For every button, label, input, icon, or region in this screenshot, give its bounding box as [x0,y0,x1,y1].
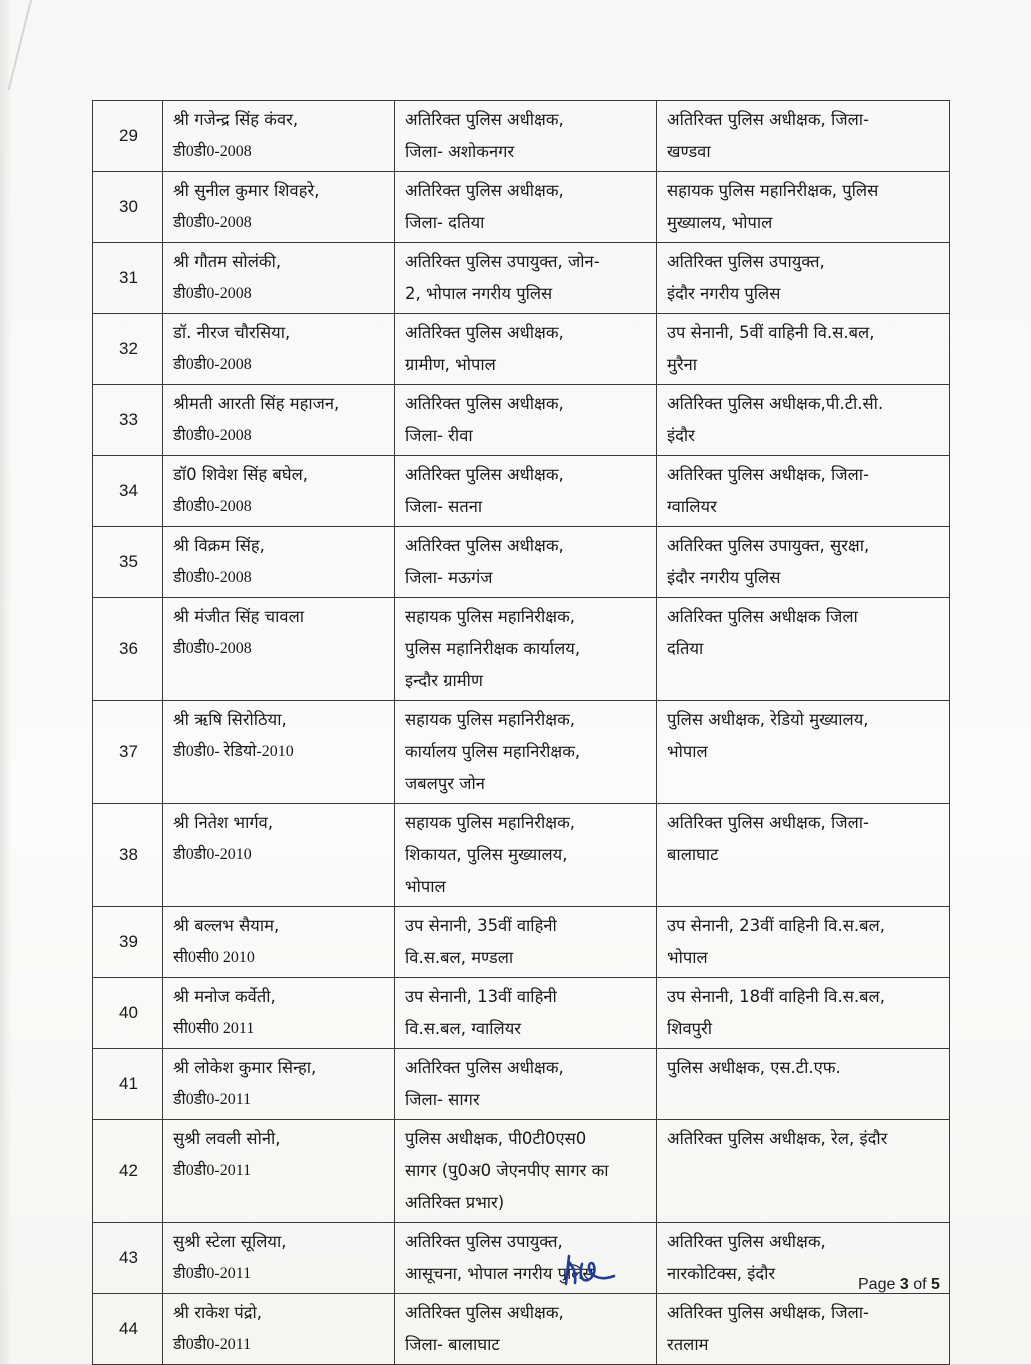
current-posting-cell [395,101,657,172]
officer-batch: डी0डी0-2010 [173,846,252,863]
current-posting-line: जबलपुर जोन [405,774,485,793]
table-row [93,243,950,314]
table-row [93,456,950,527]
new-posting-line: अतिरिक्त पुलिस उपायुक्त, [667,252,825,271]
new-posting-cell [657,314,950,385]
current-posting-cell [395,172,657,243]
new-posting-line: भोपाल [667,948,708,967]
serial-number-cell: 34 [93,456,163,527]
current-posting-line: अतिरिक्त पुलिस अधीक्षक, [405,323,564,342]
table-row [93,527,950,598]
page-number-footer [858,1276,940,1294]
current-posting-cell [395,978,657,1049]
serial-number-cell: 30 [93,172,163,243]
serial-number-cell: 36 [93,598,163,701]
new-posting-line: भोपाल [667,742,708,761]
officer-batch: डी0डी0-2008 [173,640,252,657]
new-posting-line: बालाघाट [667,845,719,864]
officer-name: श्री विक्रम सिंह, [173,536,265,555]
new-posting-cell [657,1120,950,1223]
new-posting-cell [657,1294,950,1365]
new-posting-line: अतिरिक्त पुलिस अधीक्षक, जिला- [667,1303,869,1322]
new-posting-line: नारकोटिक्स, इंदौर [667,1264,776,1283]
new-posting-line: मुरैना [667,355,698,374]
officer-cell [163,243,395,314]
officer-name: डॉ0 शिवेश सिंह बघेल, [173,465,309,484]
current-posting-line: अतिरिक्त पुलिस अधीक्षक, [405,181,564,200]
new-posting-line: अतिरिक्त पुलिस अधीक्षक, जिला- [667,110,869,129]
table-row [93,701,950,804]
officer-name: श्रीमती आरती सिंह महाजन, [173,394,340,413]
current-posting-cell [395,804,657,907]
current-posting-cell [395,1294,657,1365]
officer-name: सुश्री स्टेला सूलिया, [173,1232,287,1251]
officer-batch: डी0डी0-2008 [173,569,252,586]
officer-cell [163,456,395,527]
officer-name: श्री गजेन्द्र सिंह कंवर, [173,110,299,129]
new-posting-line: ग्वालियर [667,497,717,516]
current-posting-line: अतिरिक्त पुलिस अधीक्षक, [405,394,564,413]
new-posting-line: मुख्यालय, भोपाल [667,213,773,232]
table-row [93,978,950,1049]
current-posting-line: शिकायत, पुलिस मुख्यालय, [405,845,568,864]
new-posting-cell [657,1049,950,1120]
current-posting-line: ग्रामीण, भोपाल [405,355,496,374]
current-posting-cell [395,527,657,598]
current-posting-cell [395,701,657,804]
current-posting-line: अतिरिक्त पुलिस अधीक्षक, [405,465,564,484]
current-posting-cell [395,1120,657,1223]
new-posting-line: उप सेनानी, 5वीं वाहिनी वि.स.बल, [667,323,875,342]
officer-batch: डी0डी0-2008 [173,143,252,160]
new-posting-line: पुलिस अधीक्षक, रेडियो मुख्यालय, [667,710,869,729]
officer-name: श्री ऋषि सिरोठिया, [173,710,287,729]
current-posting-line: अतिरिक्त प्रभार) [405,1193,505,1212]
current-posting-line: इन्दौर ग्रामीण [405,671,483,690]
page-word: Page [858,1276,896,1293]
current-posting-line: अतिरिक्त पुलिस अधीक्षक, [405,110,564,129]
new-posting-line: खण्डवा [667,142,711,161]
current-posting-line: कार्यालय पुलिस महानिरीक्षक, [405,742,581,761]
new-posting-line: शिवपुरी [667,1019,713,1038]
table-row [93,172,950,243]
current-posting-line: जिला- अशोकनगर [405,142,515,161]
new-posting-cell [657,527,950,598]
serial-number-cell: 38 [93,804,163,907]
current-posting-line: अतिरिक्त पुलिस अधीक्षक, [405,1303,564,1322]
current-posting-line: अतिरिक्त पुलिस अधीक्षक, [405,536,564,555]
serial-number-cell: 35 [93,527,163,598]
current-posting-line: 2, भोपाल नगरीय पुलिस [405,284,553,303]
officer-batch: डी0डी0-2011 [173,1265,252,1282]
officer-cell [163,1049,395,1120]
officer-batch: सी0सी0 2011 [173,1020,255,1037]
officer-cell [163,385,395,456]
current-posting-line: पुलिस महानिरीक्षक कार्यालय, [405,639,581,658]
of-word: of [913,1276,927,1293]
table-row [93,314,950,385]
page-total: 5 [930,1276,940,1293]
signature-initials [560,1250,620,1290]
current-posting-line: अतिरिक्त पुलिस उपायुक्त, [405,1232,563,1251]
current-posting-line: जिला- सागर [405,1090,480,1109]
officer-cell [163,1223,395,1294]
current-posting-line: जिला- बालाघाट [405,1335,500,1354]
table-row [93,804,950,907]
officer-name: श्री लोकेश कुमार सिन्हा, [173,1058,317,1077]
new-posting-line: इंदौर नगरीय पुलिस [667,568,781,587]
current-posting-cell [395,456,657,527]
officer-batch: डी0डी0-2008 [173,356,252,373]
officer-cell [163,1120,395,1223]
new-posting-line: पुलिस अधीक्षक, एस.टी.एफ. [667,1058,841,1077]
current-posting-line: सहायक पुलिस महानिरीक्षक, [405,813,576,832]
new-posting-line: अतिरिक्त पुलिस अधीक्षक, रेल, इंदौर [667,1129,888,1148]
new-posting-cell [657,978,950,1049]
table-row [93,1223,950,1294]
table-body [93,101,950,1365]
officer-cell [163,101,395,172]
new-posting-line: उप सेनानी, 18वीं वाहिनी वि.स.बल, [667,987,885,1006]
new-posting-line: अतिरिक्त पुलिस अधीक्षक,पी.टी.सी. [667,394,884,413]
officer-batch: डी0डी0-2011 [173,1091,252,1108]
officer-batch: सी0सी0 2010 [173,949,255,966]
officer-name: डॉ. नीरज चौरसिया, [173,323,291,342]
page-fold-mark [0,0,32,90]
officer-name: श्री नितेश भार्गव, [173,813,274,832]
current-posting-line: उप सेनानी, 35वीं वाहिनी [405,916,557,935]
current-posting-line: जिला- रीवा [405,426,473,445]
officer-batch: डी0डी0- रेडियो-2010 [173,743,294,760]
current-posting-line: उप सेनानी, 13वीं वाहिनी [405,987,557,1006]
officer-cell [163,907,395,978]
new-posting-cell [657,598,950,701]
new-posting-line: सहायक पुलिस महानिरीक्षक, पुलिस [667,181,879,200]
new-posting-cell [657,101,950,172]
new-posting-cell [657,907,950,978]
serial-number-cell: 42 [93,1120,163,1223]
new-posting-line: अतिरिक्त पुलिस अधीक्षक, जिला- [667,465,869,484]
serial-number-cell: 39 [93,907,163,978]
current-posting-cell [395,243,657,314]
officer-cell [163,172,395,243]
table-row [93,1120,950,1223]
current-posting-line: अतिरिक्त पुलिस अधीक्षक, [405,1058,564,1077]
officer-name: श्री मंजीत सिंह चावला [173,607,305,626]
new-posting-line: इंदौर [667,426,695,445]
page-current: 3 [899,1276,909,1293]
new-posting-cell [657,804,950,907]
table-row [93,385,950,456]
officer-batch: डी0डी0-2008 [173,498,252,515]
serial-number-cell: 31 [93,243,163,314]
current-posting-line: जिला- दतिया [405,213,485,232]
new-posting-line: उप सेनानी, 23वीं वाहिनी वि.स.बल, [667,916,885,935]
current-posting-line: आसूचना, भोपाल नगरीय पुलिस [405,1264,594,1283]
new-posting-cell [657,385,950,456]
current-posting-line: सागर (पु0अ0 जेएनपीए सागर का [405,1161,609,1180]
page-edge-shadow [0,0,12,1364]
officer-name: श्री राकेश पंद्रो, [173,1303,263,1322]
officer-batch: डी0डी0-2011 [173,1162,252,1179]
officer-name: श्री बल्लभ सैयाम, [173,916,280,935]
current-posting-line: वि.स.बल, ग्वालियर [405,1019,522,1038]
serial-number-cell: 41 [93,1049,163,1120]
new-posting-line: अतिरिक्त पुलिस अधीक्षक, जिला- [667,813,869,832]
current-posting-cell [395,598,657,701]
new-posting-line: अतिरिक्त पुलिस अधीक्षक, [667,1232,826,1251]
officer-cell [163,598,395,701]
serial-number-cell: 44 [93,1294,163,1365]
current-posting-line: जिला- मऊगंज [405,568,493,587]
table-row [93,1294,950,1365]
current-posting-line: वि.स.बल, मण्डला [405,948,514,967]
officer-cell [163,1294,395,1365]
officer-name: श्री मनोज कर्वेती, [173,987,276,1006]
new-posting-cell [657,456,950,527]
table-row [93,1049,950,1120]
officer-batch: डी0डी0-2011 [173,1336,252,1353]
table-row [93,598,950,701]
new-posting-line: रतलाम [667,1335,709,1354]
current-posting-line: जिला- सतना [405,497,483,516]
current-posting-cell [395,1049,657,1120]
new-posting-line: अतिरिक्त पुलिस उपायुक्त, सुरक्षा, [667,536,870,555]
officer-cell [163,314,395,385]
new-posting-line: इंदौर नगरीय पुलिस [667,284,781,303]
current-posting-line: सहायक पुलिस महानिरीक्षक, [405,710,576,729]
current-posting-line: सहायक पुलिस महानिरीक्षक, [405,607,576,626]
serial-number-cell: 43 [93,1223,163,1294]
officer-batch: डी0डी0-2008 [173,427,252,444]
serial-number-cell: 32 [93,314,163,385]
officer-cell [163,978,395,1049]
serial-number-cell: 37 [93,701,163,804]
serial-number-cell: 33 [93,385,163,456]
officer-name: श्री सुनील कुमार शिवहरे, [173,181,320,200]
officer-cell [163,701,395,804]
officer-name: श्री गौतम सोलंकी, [173,252,282,271]
table-row [93,907,950,978]
transfer-order-table [92,100,950,1365]
current-posting-cell [395,907,657,978]
current-posting-line: पुलिस अधीक्षक, पी0टी0एस0 [405,1129,587,1148]
current-posting-cell [395,385,657,456]
officer-cell [163,527,395,598]
new-posting-cell [657,172,950,243]
table-row [93,101,950,172]
serial-number-cell: 29 [93,101,163,172]
current-posting-line: भोपाल [405,877,446,896]
officer-cell [163,804,395,907]
serial-number-cell: 40 [93,978,163,1049]
current-posting-line: अतिरिक्त पुलिस उपायुक्त, जोन- [405,252,600,271]
officer-batch: डी0डी0-2008 [173,214,252,231]
current-posting-cell [395,314,657,385]
new-posting-line: दतिया [667,639,704,658]
new-posting-cell [657,701,950,804]
new-posting-line: अतिरिक्त पुलिस अधीक्षक जिला [667,607,858,626]
officer-batch: डी0डी0-2008 [173,285,252,302]
officer-name: सुश्री लवली सोनी, [173,1129,281,1148]
new-posting-cell [657,243,950,314]
